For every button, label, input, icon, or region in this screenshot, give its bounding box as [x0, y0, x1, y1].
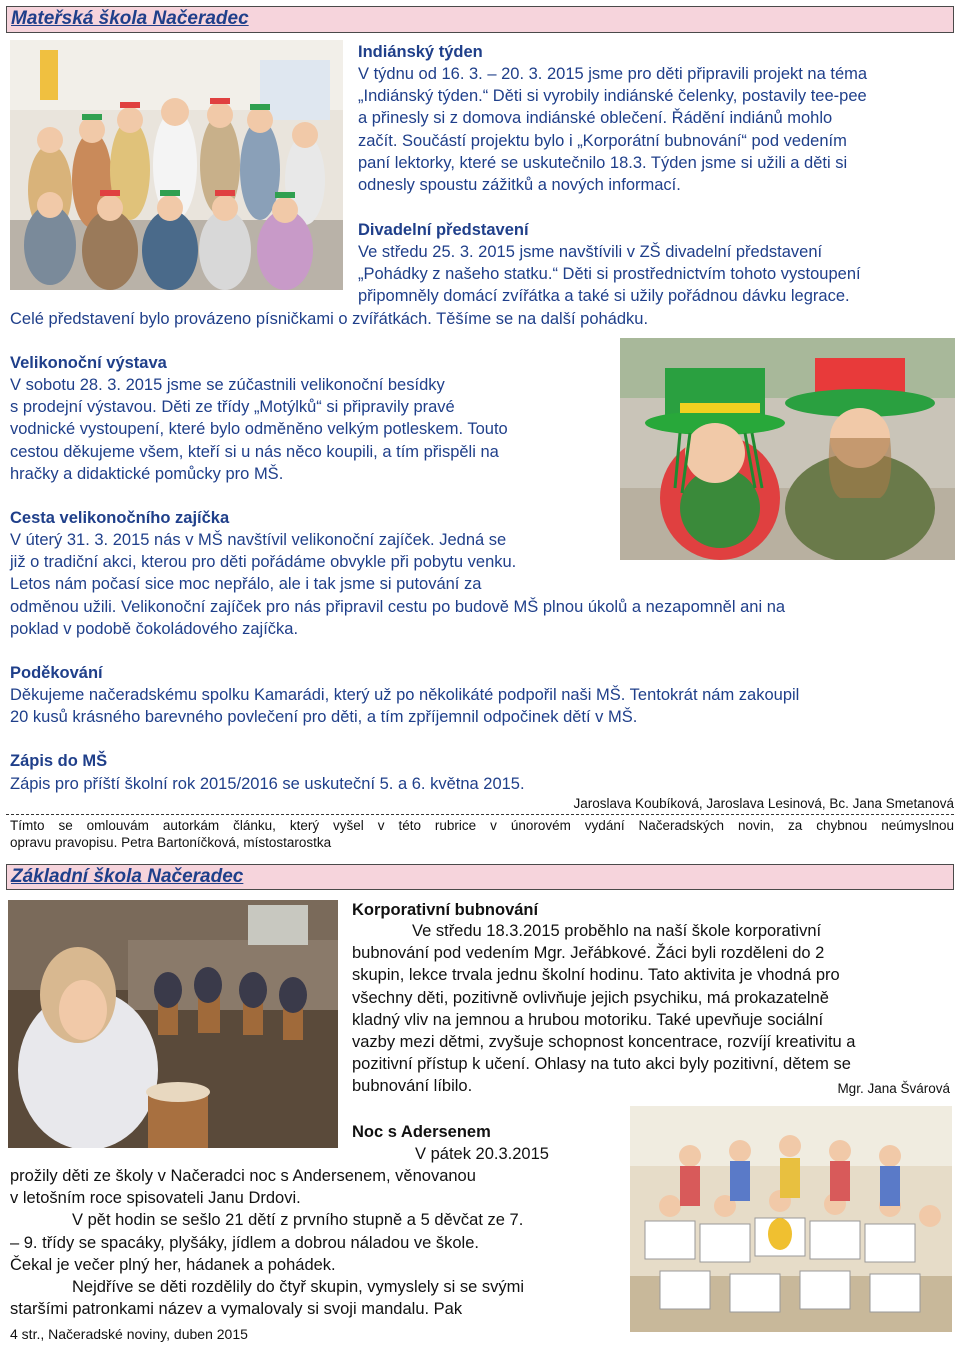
paragraph-andersen-night — [10, 1165, 615, 1320]
photo-andersen-night-group — [630, 1106, 952, 1332]
text-line: poklad v podobě čokoládového zajíčka. — [10, 620, 299, 639]
text-line: již o tradiční akci, kterou pro děti pořádáme obvykle při pobytu venku. — [10, 553, 517, 572]
text-line: pozitivní přístup k učení. Ohlasy na tuto akci byly pozitivní, dětem se — [352, 1055, 851, 1074]
text-line: Ve středu 25. 3. 2015 jsme navštívili v ZŠ divadelní představení — [358, 243, 823, 261]
divider-line — [6, 814, 954, 815]
signature-ms-authors: Jaroslava Koubíková, Jaroslava Lesinová, Bc. Jana Smetanová — [573, 796, 954, 811]
heading-indian-week: Indiánský týden — [358, 43, 483, 61]
text-line: hračky a didaktické pomůcky pro MŠ. — [10, 464, 284, 483]
paragraph-theatre-end: Celé představení bylo provázeno písničkami o zvířátkách. Těšíme se na další pohádku. — [10, 310, 649, 328]
text-line: V týdnu od 16. 3. – 20. 3. 2015 jsme pro děti připravili projekt na téma — [358, 65, 868, 83]
text-line: skupin, lekce trvala jednu školní hodinu. Tato aktivita je vhodná pro — [352, 966, 840, 985]
text-line: bubnování líbilo. — [352, 1077, 473, 1096]
text-line: kladný vliv na jemnou a hrubou motoriku. Také upevňuje sociální — [352, 1010, 824, 1029]
text-line: odměnou užili. Velikonoční zajíček pro nás připravil cestu po budově MŠ plnou úkolů a nezapomněl ani na — [10, 598, 786, 616]
text-line: Tímto se omlouvám autorkám článku, který vyšel v této rubrice v únorovém vydání Načeradských novin, za chybnou neúmyslnou — [10, 818, 954, 833]
page-footer: 4 str., Načeradské noviny, duben 2015 — [10, 1326, 248, 1342]
text-line: 20 kusů krásného barevného povlečení pro děti, a tím zpříjemnil odpočinek dětí v MŠ. — [10, 708, 638, 727]
heading-thanks: Poděkování — [10, 664, 103, 682]
text-line: v letošním roce spisovateli Janu Drdovi. — [10, 1189, 301, 1208]
text-line: Nejdříve se děti rozdělily do čtyř skupin, vymyslely si se svými — [72, 1278, 525, 1297]
paragraph-easter-bunny-end — [10, 596, 954, 640]
section-title-ms: Mateřská škola Načeradec — [6, 6, 954, 33]
text-line: vazby mezi dětmi, zvyšuje schopnost koncentrace, rozvíjí kreativitu a — [352, 1033, 856, 1052]
text-line: V úterý 31. 3. 2015 nás v MŠ navštívil velikonoční zajíček. Jedná se — [10, 531, 507, 549]
author-drumming: Mgr. Jana Švárová — [837, 1081, 950, 1096]
text-line: paní lektorky, které se uskutečnilo 18.3. Týden jsme si užili a děti si — [358, 153, 848, 172]
heading-theatre: Divadelní představení — [358, 221, 529, 239]
text-line: všechny děti, pozitivně ovlivňuje jejich psychiku, má prokazatelně — [352, 988, 829, 1007]
apology-note — [10, 817, 954, 851]
text-line: s prodejní výstavou. Děti ze třídy „Motýlků“ si připravily pravé — [10, 398, 455, 417]
paragraph-enrolment: Zápis pro příští školní rok 2015/2016 se uskuteční 5. a 6. května 2015. — [10, 775, 525, 793]
heading-easter-bunny: Cesta velikonočního zajíčka — [10, 509, 230, 527]
heading-easter-exhibition: Velikonoční výstava — [10, 354, 167, 372]
text-line: V pět hodin se sešlo 21 dětí z prvního stupně a 5 děvčat ze 7. — [72, 1211, 524, 1230]
text-line: prožily děti ze školy v Načeradci noc s Andersenem, věnovanou — [10, 1167, 476, 1185]
heading-andersen-night: Noc s Adersenem — [352, 1123, 491, 1141]
text-line: V sobotu 28. 3. 2015 jsme se zúčastnili velikonoční besídky — [10, 376, 445, 394]
text-line: cestou děkujeme všem, kteří si u nás něco koupili, a tím přispěli na — [10, 442, 499, 461]
photo-indian-children — [10, 40, 343, 290]
text-line: připomněly domácí zvířátka a také si užily pořádnou dávku legrace. — [358, 287, 850, 306]
text-line: – 9. třídy se spacáky, plyšáky, jídlem a dobrou náladou ve škole. — [10, 1233, 479, 1252]
photo-water-sprite-girls — [620, 338, 955, 560]
text-line: opravu pravopisu. Petra Bartoníčková, místostarostka — [10, 835, 332, 850]
heading-enrolment: Zápis do MŠ — [10, 752, 108, 770]
text-night-date: V pátek 20.3.2015 — [415, 1145, 549, 1163]
text-line: vodnické vystoupení, které bylo odměněno velkým potleskem. Touto — [10, 420, 508, 439]
paragraph-easter-exhibition — [10, 374, 605, 485]
heading-corporate-drumming: Korporativní bubnování — [352, 901, 539, 919]
paragraph-corporate-drumming — [352, 920, 954, 1098]
text-line: odnesly spoustu zážitků a nových informací. — [358, 176, 681, 195]
text-line: „Indiánský týden.“ Děti si vyrobily indiánské čelenky, postavily tee-pee — [358, 87, 867, 106]
text-line: Děkujeme načeradskému spolku Kamarádi, který už po několikáté podpořil naši MŠ. Tentokrát nám zakoupil — [10, 686, 800, 704]
paragraph-theatre — [358, 241, 954, 308]
text-line: Ve středu 18.3.2015 proběhlo na naší škole korporativní — [412, 922, 822, 940]
paragraph-thanks — [10, 684, 954, 728]
text-line: začít. Součástí projektu bylo i „Korporátní bubnování“ pod vedením — [358, 131, 847, 150]
section-title-zs: Základní škola Načeradec — [6, 864, 954, 890]
text-line: Čekal je večer plný her, hádanek a pohádek. — [10, 1255, 336, 1274]
text-line: bubnování pod vedením Mgr. Jeřábkové. Žáci byli rozděleni do 2 — [352, 944, 825, 963]
text-line: staršími patronkami název a vymalovaly si svoji mandalu. Pak — [10, 1300, 463, 1319]
paragraph-easter-bunny — [10, 529, 605, 596]
paragraph-indian-week — [358, 63, 954, 196]
text-line: a přinesly si z domova indiánské oblečení. Řádění indiánů mohlo — [358, 109, 833, 128]
text-line: „Pohádky z našeho statku.“ Děti si prostřednictvím tohoto vystoupení — [358, 265, 861, 284]
photo-drumming-class — [8, 900, 338, 1148]
text-line: Letos nám počasí sice moc nepřálo, ale i tak jsme si putování za — [10, 575, 482, 594]
